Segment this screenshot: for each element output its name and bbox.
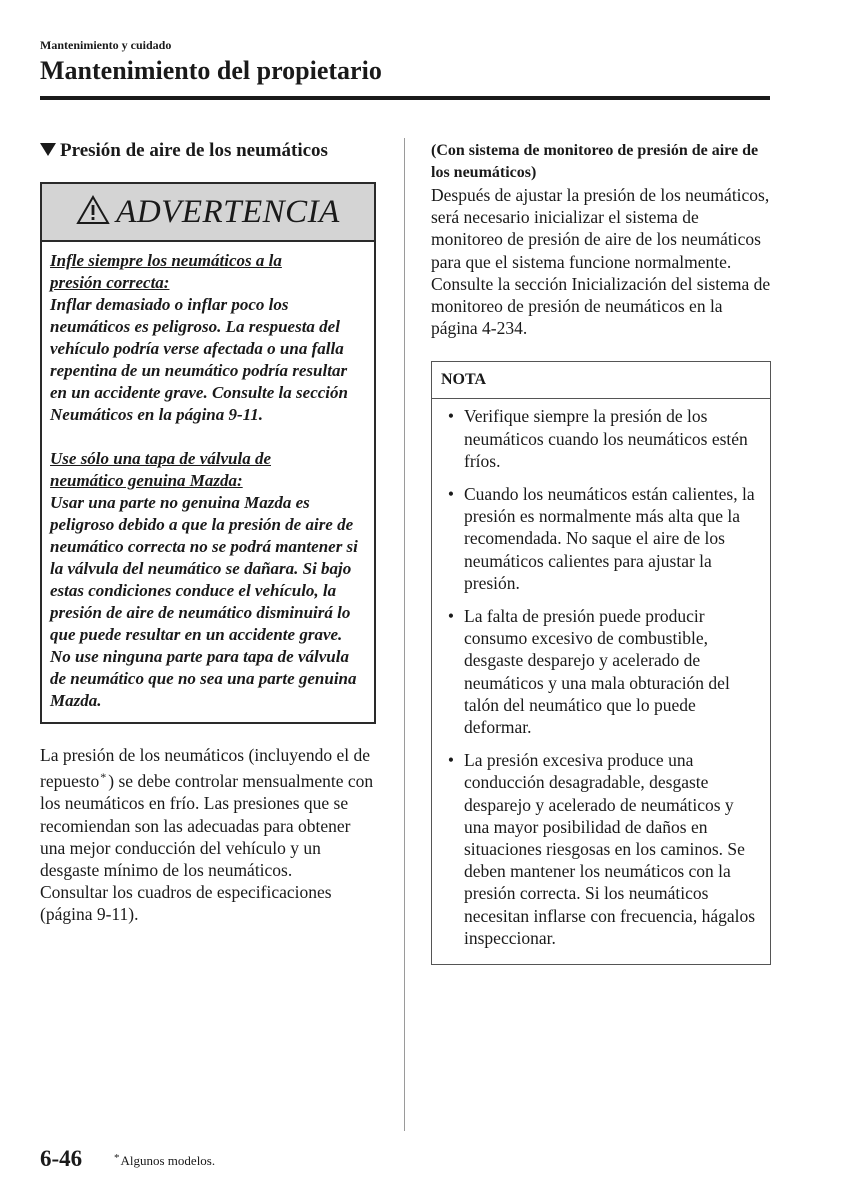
bullet-icon: •	[447, 406, 455, 427]
column-divider	[404, 138, 405, 1131]
page-title: Mantenimiento del propietario	[40, 56, 382, 85]
left-column	[40, 140, 380, 926]
subsection-heading	[40, 140, 380, 162]
bullet-icon: •	[447, 750, 455, 771]
triangle-down-icon	[40, 140, 56, 162]
bullet-icon: •	[447, 606, 455, 627]
warning-heading-2: Use sólo una tapa de válvula de neumático genuina Mazda:	[50, 449, 271, 490]
list-item: • La presión excesiva produce una conducción desagradable, desgaste desparejo y acelerado de neumáticos y una mayor posibilidad de daños en situaciones riesgosas en los caminos. Se deben mantener los neumáticos con la presión correcta. Si los neumáticos necesitan inflarse con frecuencia, hágalos inspeccionar.	[438, 749, 760, 949]
body-paragraph-2: Consultar los cuadros de especificaciones (página 9-11).	[40, 882, 332, 925]
page-number: 6-46	[40, 1146, 83, 1171]
list-item: • Cuando los neumáticos están calientes, la presión es normalmente más alta que la recomendada. No saque el aire de los neumáticos calientes para ajustar la presión.	[438, 483, 760, 594]
note-list	[432, 399, 770, 964]
note-box	[431, 361, 771, 965]
subsection-heading-text: Presión de aire de los neumáticos	[60, 140, 328, 161]
section-label: Mantenimiento y cuidado	[40, 38, 172, 52]
footnote: *Algunos modelos.	[114, 1152, 216, 1168]
title-rule	[40, 96, 770, 100]
warning-header	[42, 184, 374, 242]
right-column	[431, 140, 771, 965]
tpms-subheading: (Con sistema de monitoreo de presión de aire de los neumáticos)	[431, 142, 759, 181]
tpms-paragraph-1: Después de ajustar la presión de los neumáticos, será necesario inicializar el sistema de monitoreo de presión de aire de los neumáticos para que el sistema funcione normalmente.	[431, 185, 770, 272]
warning-box	[40, 182, 376, 724]
asterisk-icon: *	[100, 770, 107, 785]
warning-text-2: Usar una parte no genuina Mazda es peligroso debido a que la presión de aire de neumático correcta no se podrá mantener si la válvula del neumático se dañara. Si bajo estas condiciones conduce el vehículo, la presión de aire de neumático disminuirá lo que puede resultar en un accidente grave. No use ninguna parte para tapa de válvula de neumático que no sea una parte genuina Mazda.	[50, 493, 358, 710]
bullet-icon: •	[447, 484, 455, 505]
asterisk-icon: *	[114, 1152, 120, 1164]
list-item: • Verifique siempre la presión de los neumáticos cuando los neumáticos estén fríos.	[438, 405, 760, 472]
warning-triangle-icon	[76, 195, 110, 230]
note-title: NOTA	[432, 362, 770, 399]
warning-body	[42, 242, 374, 722]
warning-title: ADVERTENCIA	[116, 193, 340, 230]
tpms-paragraph-2: Consulte la sección Inicialización del sistema de monitoreo de presión de neumáticos en la página 4-234.	[431, 273, 771, 339]
list-item: • La falta de presión puede producir consumo excesivo de combustible, desgaste desparejo y acelerado de neumáticos y una mala obturación del talón del neumático que lo puede deformar.	[438, 605, 760, 738]
body-paragraph-1: La presión de los neumáticos (incluyendo el de repuesto* ) se debe controlar mensualmente con los neumáticos en frío. Las presiones que se recomiendan son las adecuadas para obtener una mejor conducción del vehículo y un desgaste mínimo de los neumáticos.	[40, 745, 374, 881]
right-body	[431, 184, 771, 339]
warning-heading-1: Infle siempre los neumáticos a la presión correcta:	[50, 251, 282, 292]
left-body	[40, 744, 380, 926]
warning-text-1: Inflar demasiado o inflar poco los neumáticos es peligroso. La respuesta del vehículo podría verse afectada o una falla repentina de un neumático podría resultar en un accidente grave. Consulte la sección Neumáticos en la página 9-11.	[50, 295, 348, 424]
